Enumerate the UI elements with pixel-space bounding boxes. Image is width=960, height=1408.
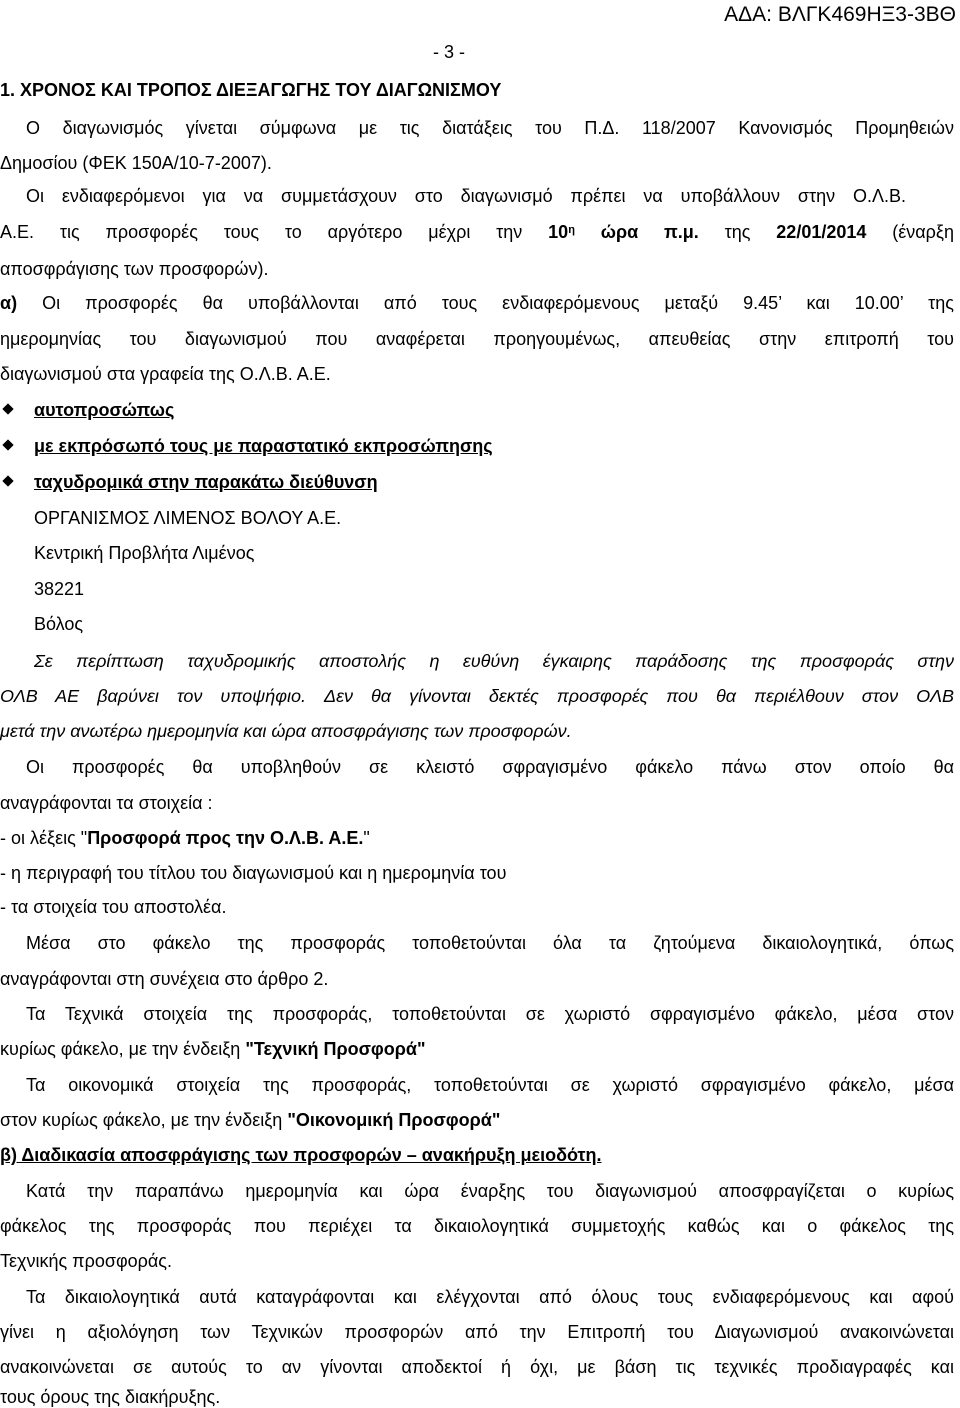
paragraph-line: Μέσα στο φάκελο της προσφοράς τοποθετούνται όλα τα ζητούμενα δικαιολογητικά, όπως [26, 933, 954, 953]
paragraph-line: Τα Τεχνικά στοιχεία της προσφοράς, τοποθετούνται σε χωριστό σφραγισμένο φάκελο, μέσα στον [26, 1004, 954, 1024]
paragraph-line: Τα οικονομικά στοιχεία της προσφοράς, τοποθετούνται σε χωριστό σφραγισμένο φάκελο, μέσα [26, 1075, 954, 1095]
deadline-date: 22/01/2014 [776, 222, 867, 242]
notice-line: ΟΛΒ ΑΕ βαρύνει τον υποψήφιο. Δεν θα γίνονται δεκτές προσφορές που θα περιέλθουν στον ΟΛΒ [0, 686, 954, 706]
dash-item: - τα στοιχεία του αποστολέα. [0, 897, 227, 917]
paragraph-line: Κατά την παραπάνω ημερομηνία και ώρα έναρξης του διαγωνισμού αποσφραγίζεται ο κυρίως [26, 1181, 954, 1201]
dash-item: - οι λέξεις "Προσφορά προς την Ο.Λ.Β. Α.Ε." [0, 828, 370, 848]
paragraph-line: αποσφράγισης των προσφορών). [0, 259, 269, 279]
deadline-period: ώρα π.μ. [600, 222, 699, 242]
paragraph-line: Τα δικαιολογητικά αυτά καταγράφονται και ελέγχονται από όλους τους ενδιαφερόμενους και αφού [26, 1287, 954, 1307]
dash-item: - η περιγραφή του τίτλου του διαγωνισμού και η ημερομηνία του [0, 863, 507, 883]
paragraph-line: Οι ενδιαφερόμενοι για να συμμετάσχουν στο διαγωνισμό πρέπει να υποβάλλουν στην Ο.Λ.Β. [26, 186, 906, 206]
bullet-item: ταχυδρομικά στην παρακάτω διεύθυνση [34, 472, 378, 492]
address-city: Βόλος [34, 614, 84, 634]
section-title: 1. ΧΡΟΝΟΣ ΚΑΙ ΤΡΟΠΟΣ ΔΙΕΞΑΓΩΓΗΣ ΤΟΥ ΔΙΑΓΩΝΙΣΜΟΥ [0, 80, 502, 100]
diamond-bullet-icon [2, 475, 13, 486]
ada-code: ΑΔΑ: ΒΛΓΚ469ΗΞ3-3ΒΘ [724, 3, 956, 26]
paragraph-line: ημερομηνίας του διαγωνισμού που αναφέρεται προηγουμένως, απευθείας στην επιτροπή του [0, 329, 954, 349]
notice-line: Σε περίπτωση ταχυδρομικής αποστολής η ευθύνη έγκαιρης παράδοσης της προσφοράς στην [34, 651, 954, 671]
paragraph-line: φάκελος της προσφοράς που περιέχει τα δικαιολογητικά συμμετοχής καθώς και ο φάκελος της [0, 1216, 954, 1236]
paragraph-line: ανακοινώνεται σε αυτούς το αν γίνονται αποδεκτοί ή όχι, με βάση τις τεχνικές προδιαγραφές και [0, 1357, 954, 1377]
item-a-label: α) [0, 293, 18, 313]
address-postcode: 38221 [34, 579, 85, 599]
paragraph-line: κυρίως φάκελο, με την ένδειξη "Τεχνική Προσφορά" [0, 1039, 426, 1059]
paragraph-line: γίνει η αξιολόγηση των Τεχνικών προσφορών από την Επιτροπή του Διαγωνισμού ανακοινώνεται [0, 1322, 954, 1342]
paragraph-line: στον κυρίως φάκελο, με την ένδειξη "Οικονομική Προσφορά" [0, 1110, 501, 1130]
deadline-hour: $10^\eta$ [548, 222, 575, 242]
deadline-line: Α.Ε. τις προσφορές τους το αργότερο μέχρι την $10^\eta$ ώρα π.μ. της 22/01/2014 (έναρξη [0, 222, 954, 242]
paragraph-line: Τεχνικής προσφοράς. [0, 1251, 172, 1271]
address-org: ΟΡΓΑΝΙΣΜΟΣ ΛΙΜΕΝΟΣ ΒΟΛΟΥ Α.Ε. [34, 508, 342, 528]
paragraph-line: αναγράφονται τα στοιχεία : [0, 793, 213, 813]
paragraph-line: Ο διαγωνισμός γίνεται σύμφωνα με τις διατάξεις του Π.Δ. 118/2007 Κανονισμός Προμηθειών [26, 118, 954, 138]
bullet-item: αυτοπροσώπως [34, 400, 175, 420]
diamond-bullet-icon [2, 439, 13, 450]
bullet-item: με εκπρόσωπό τους με παραστατικό εκπροσώπησης [34, 436, 493, 456]
address-street: Κεντρική Προβλήτα Λιμένος [34, 543, 255, 563]
item-a-line: α) Οι προσφορές θα υποβάλλονται από τους ενδιαφερόμενους μεταξύ 9.45’ και 10.00’ της [0, 293, 954, 313]
paragraph-line: Δημοσίου (ΦΕΚ 150Α/10-7-2007). [0, 153, 272, 173]
paragraph-line: αναγράφονται στη συνέχεια στο άρθρο 2. [0, 969, 329, 989]
paragraph-line: Οι προσφορές θα υποβληθούν σε κλειστό σφραγισμένο φάκελο πάνω στον οποίο θα [26, 757, 954, 777]
paragraph-line: τους όρους της διακήρυξης. [0, 1387, 221, 1407]
paragraph-line: διαγωνισμού στα γραφεία της Ο.Λ.Β. Α.Ε. [0, 364, 331, 384]
notice-line: μετά την ανωτέρω ημερομηνία και ώρα αποσφράγισης των προσφορών. [0, 721, 572, 741]
page-number: - 3 - [433, 42, 466, 62]
subsection-heading: β) Διαδικασία αποσφράγισης των προσφορών – ανακήρυξη μειοδότη. [0, 1145, 602, 1165]
diamond-bullet-icon [2, 403, 13, 414]
